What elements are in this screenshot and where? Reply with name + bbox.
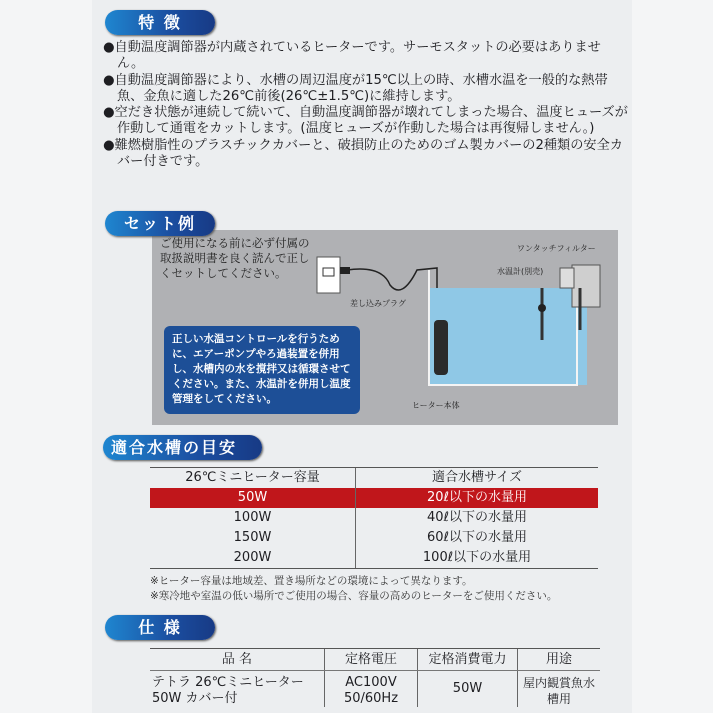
heater-label: ヒーター本体 bbox=[412, 401, 460, 410]
setup-note: 正しい水温コントロールを行うために、エアーポンプやろ過装置を併用し、水槽内の水を撹拌又は循環させてください。また、水温計を併用し温度管理をしてください。 bbox=[164, 326, 360, 414]
plug-label: 差し込みプラグ bbox=[350, 299, 406, 308]
setup-diagram bbox=[152, 230, 618, 425]
spec-header: 仕 様 bbox=[105, 615, 215, 640]
feature-item: ●難燃樹脂性のプラスチックカバーと、破損防止のためのゴム製カバーの2種類の安全カバー付きです。 bbox=[103, 137, 623, 170]
table-row: 200W 100ℓ以下の水量用 bbox=[150, 548, 598, 569]
thermometer-label: 水温計(別売) bbox=[497, 267, 544, 276]
heater-icon bbox=[434, 320, 448, 375]
table-row-highlighted: 50W 20ℓ以下の水量用 bbox=[150, 488, 598, 508]
water bbox=[429, 288, 587, 385]
feature-item: ●自動温度調節器が内蔵されているヒーターです。サーモスタットの必要はありません。 bbox=[103, 40, 601, 72]
table-row: 150W 60ℓ以下の水量用 bbox=[150, 528, 598, 548]
spec-table bbox=[150, 648, 600, 707]
fit-header: 適合水槽の目安 bbox=[103, 435, 262, 460]
features-list bbox=[103, 40, 628, 170]
features-header: 特 徴 bbox=[105, 10, 215, 35]
power-cord bbox=[347, 268, 437, 300]
filter-icon bbox=[572, 265, 600, 307]
fit-notes bbox=[150, 574, 557, 604]
table-row: テトラ 26℃ミニヒーター 50W カバー付 AC100V 50/60Hz 50W 屋内観賞魚水槽用 bbox=[150, 671, 600, 708]
aquarium-illustration bbox=[152, 230, 618, 425]
table-header-row: 26℃ミニヒーター容量 適合水槽サイズ bbox=[150, 468, 598, 489]
plug-icon bbox=[340, 267, 350, 274]
setup-intro: ご使用になる前に必ず付属の取扱説明書を良く読んで正しくセットしてください。 bbox=[160, 236, 310, 280]
feature-item: ●自動温度調節器により、水槽の周辺温度が15℃以上の時、水槽水温を一般的な熱帯魚、金魚に適した26℃前後(26℃±1.5℃)に維持します。 bbox=[103, 72, 608, 104]
note-line: ※寒冷地や室温の低い場所でご使用の場合、容量の高めのヒーターをご使用ください。 bbox=[150, 590, 558, 602]
setup-header: セット例 bbox=[105, 211, 215, 236]
table-row: 100W 40ℓ以下の水量用 bbox=[150, 508, 598, 528]
filter-label: ワンタッチフィルター bbox=[517, 244, 596, 253]
fit-table bbox=[150, 467, 598, 569]
note-line: ※ヒーター容量は地域差、置き場所などの環境によって異なります。 bbox=[150, 575, 473, 587]
feature-item: ●空だき状態が連続して続いて、自動温度調節器が壊れてしまった場合、温度ヒューズが作動して通電をカットします。(温度ヒューズが作動した場合は再復帰しません。) bbox=[103, 105, 628, 137]
table-header-row: 品 名 定格電圧 定格消費電力 用途 bbox=[150, 649, 600, 671]
